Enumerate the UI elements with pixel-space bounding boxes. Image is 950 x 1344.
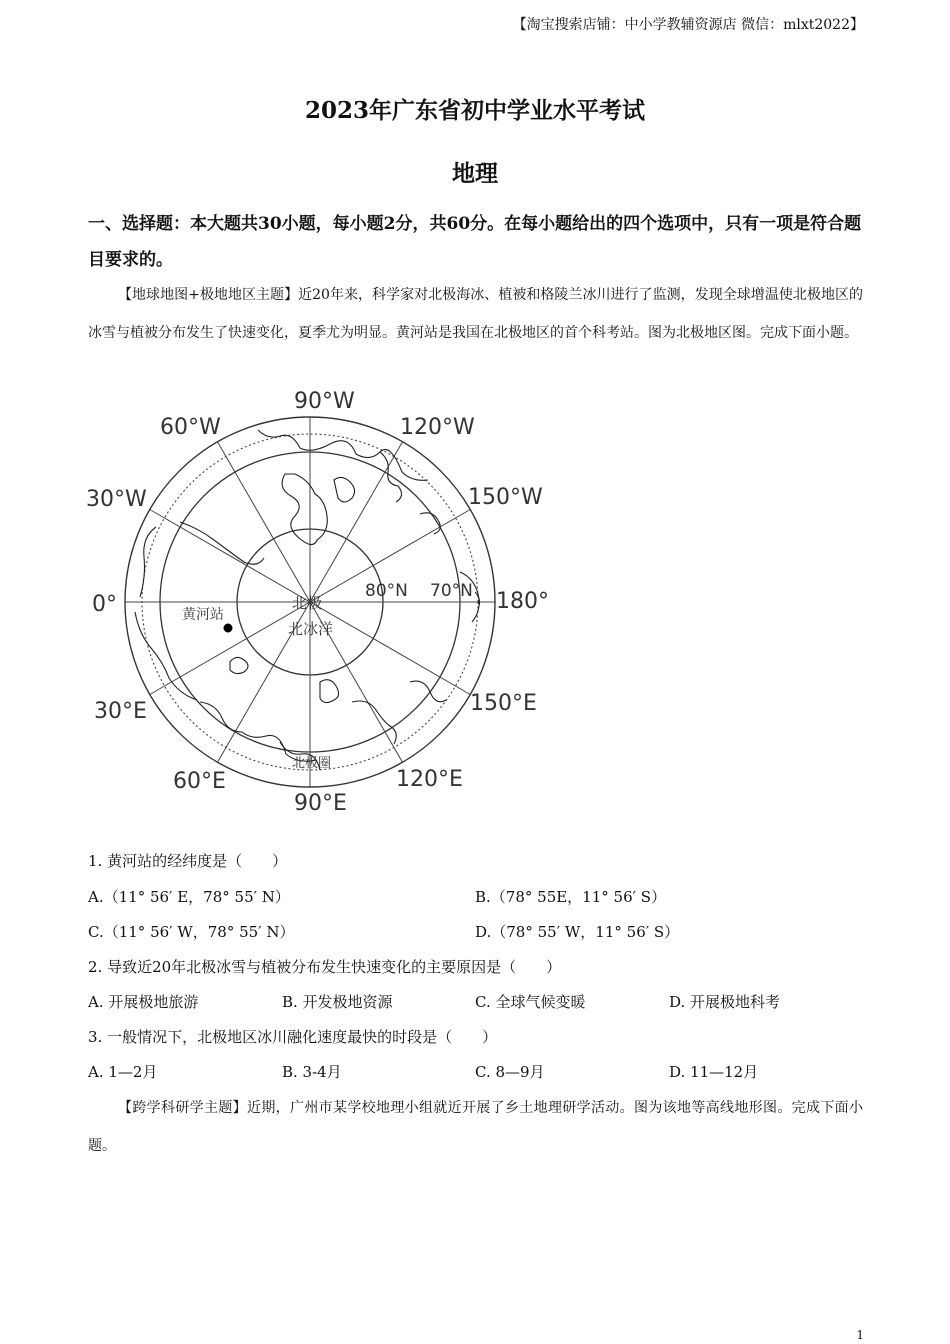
arctic-ocean-label: 北冰洋 [288, 620, 334, 638]
q1-option-a: A.（11° 56′ E，78° 55′ N） [88, 888, 290, 906]
yellow-river-station-label: 黄河站 [182, 607, 224, 623]
section-heading: 一、选择题：本大题共30小题，每小题2分，共60分。在每小题给出的四个选项中，只有一项是符合题目要求的。 [88, 214, 862, 270]
q3-option-b: B. 3-4月 [282, 1063, 342, 1081]
q2-option-d: D. 开展极地科考 [669, 993, 781, 1011]
q2-option-b: B. 开发极地资源 [282, 993, 393, 1011]
question-1-stem: 1. 黄河站的经纬度是（ ） [88, 852, 288, 870]
lat-label-80n: 80°N [365, 581, 408, 601]
yellow-river-station-marker [224, 624, 233, 633]
question-3-stem: 3. 一般情况下，北极地区冰川融化速度最快的时段是（ ） [88, 1028, 498, 1046]
north-pole-label: 北极 [292, 594, 323, 612]
lon-label-90e: 90°E [294, 791, 347, 816]
q1-option-d: D.（78° 55′ W，11° 56′ S） [475, 923, 680, 941]
intro-paragraph-field-study: 【跨学科研学主题】近期，广州市某学校地理小组就近开展了乡土地理研学活动。图为该地等高线地形图。完成下面小题。 [88, 1100, 863, 1154]
lat-label-70n: 70°N [430, 581, 473, 601]
q3-option-c: C. 8—9月 [475, 1063, 545, 1081]
exam-title: 2023年广东省初中学业水平考试 [304, 97, 645, 124]
page-number: 1 [856, 1328, 864, 1342]
q1-option-b: B.（78° 55E，11° 56′ S） [475, 888, 667, 906]
q3-option-a: A. 1—2月 [88, 1063, 158, 1081]
lon-label-180: 180° [496, 589, 549, 614]
q2-option-a: A. 开展极地旅游 [88, 993, 199, 1011]
lon-label-120w: 120°W [400, 415, 475, 440]
lon-label-150w: 150°W [468, 485, 543, 510]
lon-label-150e: 150°E [470, 691, 537, 716]
lon-label-30e: 30°E [94, 699, 147, 724]
lon-label-60w: 60°W [160, 415, 221, 440]
question-2-stem: 2. 导致近20年北极冰雪与植被分布发生快速变化的主要原因是（ ） [88, 958, 562, 976]
q3-option-d: D. 11—12月 [669, 1063, 759, 1081]
header-note: 【淘宝搜索店铺：中小学教辅资源店 微信：mlxt2022】 [512, 17, 864, 33]
intro-paragraph-arctic: 【地球地图+极地地区主题】近20年来，科学家对北极海冰、植被和格陵兰冰川进行了监测，发现全球增温使北极地区的冰雪与植被分布发生了快速变化，夏季尤为明显。黄河站是我国在北极地区的首个科考站。图为北极地区图。完成下面小题。 [88, 287, 863, 341]
lon-label-90w: 90°W [294, 389, 355, 414]
lon-label-0: 0° [92, 592, 117, 617]
lon-label-30w: 30°W [86, 487, 147, 512]
arctic-circle-label: 北极圈 [292, 756, 332, 771]
lon-label-120e: 120°E [396, 767, 463, 792]
q1-option-c: C.（11° 56′ W，78° 55′ N） [88, 923, 295, 941]
lon-label-60e: 60°E [173, 769, 226, 794]
arctic-map [80, 382, 560, 818]
q2-option-c: C. 全球气候变暖 [475, 993, 586, 1011]
subject-title: 地理 [452, 160, 498, 187]
